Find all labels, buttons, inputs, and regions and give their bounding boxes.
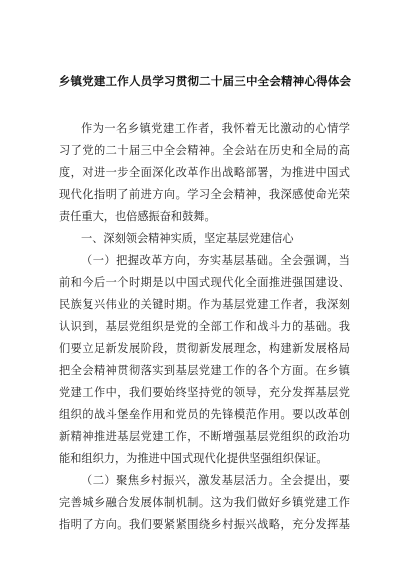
body-line: 现代化指明了前进方向。学习全会精神，我深感使命光荣 <box>59 188 350 201</box>
body-line: 新精神推进基层党建工作，不断增强基层党组织的政治功 <box>59 430 350 443</box>
body-line: 前和今后一个时期是以中国式现代化全面推进强国建设、 <box>59 276 350 289</box>
body-line: 作为一名乡镇党建工作者，我怀着无比激动的心情学 <box>81 122 350 135</box>
body-line: （二）聚焦乡村振兴，激发基层活力。全会提出，要 <box>81 474 350 487</box>
body-line: 认识到，基层党组织是党的全部工作和战斗力的基础。我 <box>59 320 350 333</box>
body-line: 度，对进一步全面深化改革作出战略部署，为推进中国式 <box>59 166 350 179</box>
body-line: 责任重大，也倍感振奋和鼓舞。 <box>59 210 216 223</box>
body-line: 党建工作中，我们要始终坚持党的领导，充分发挥基层党 <box>59 386 350 399</box>
body-line: 完善城乡融合发展体制机制。这为我们做好乡镇党建工作 <box>59 496 350 509</box>
body-line: （一）把握改革方向，夯实基层基础。全会强调，当 <box>81 254 350 267</box>
body-line: 民族复兴伟业的关键时期。作为基层党建工作者，我深刻 <box>59 298 350 311</box>
body-line: 习了党的二十届三中全会精神。全会站在历史和全局的高 <box>59 144 350 157</box>
section-heading: 一、深刻领会精神实质，坚定基层党建信心 <box>81 232 294 245</box>
body-line: 组织的战斗堡垒作用和党员的先锋模范作用。要以改革创 <box>59 408 350 421</box>
body-line: 们要立足新发展阶段，贯彻新发展理念，构建新发展格局 <box>59 342 350 355</box>
body-line: 能和组织力，为推进中国式现代化提供坚强组织保证。 <box>59 452 328 465</box>
document-title: 乡镇党建工作人员学习贯彻二十届三中全会精神心得体会 <box>58 74 352 88</box>
body-line: 把全会精神贯彻落实到基层党建工作的各个方面。在乡镇 <box>59 364 350 377</box>
body-line: 指明了方向。我们要紧紧围绕乡村振兴战略，充分发挥基 <box>59 518 350 531</box>
